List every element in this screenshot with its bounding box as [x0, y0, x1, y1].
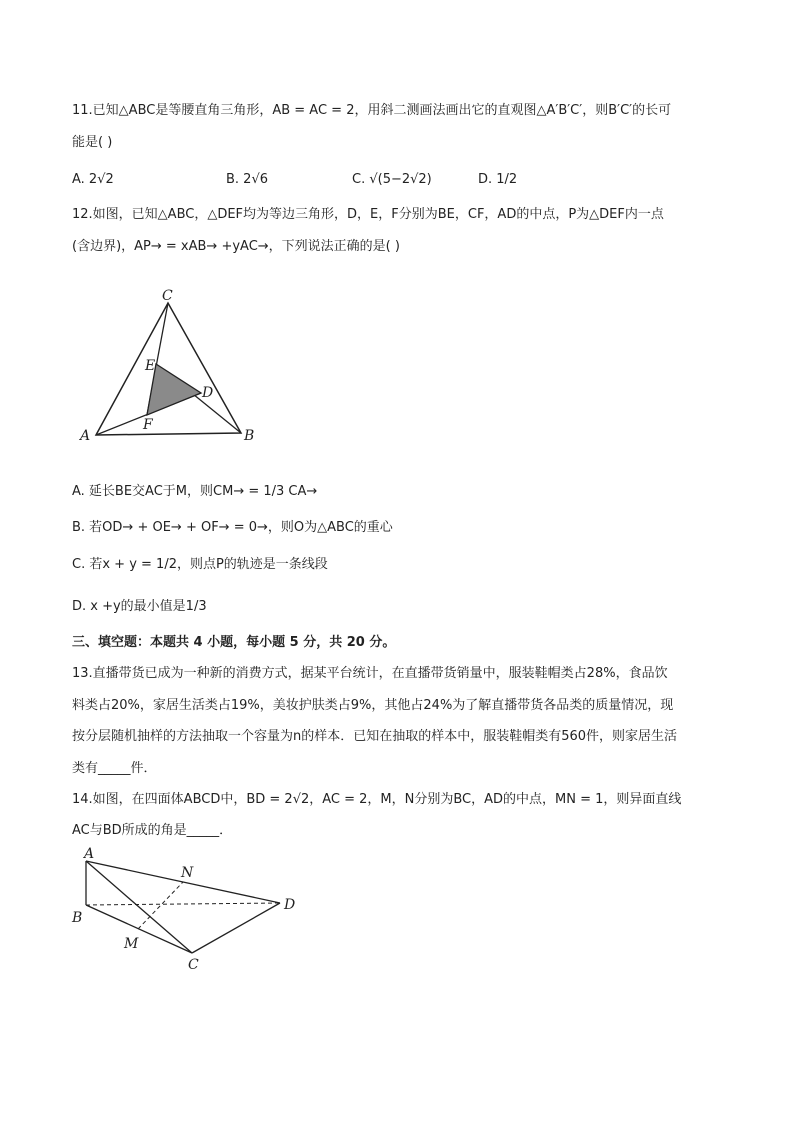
edge-bd-hidden [86, 903, 280, 905]
label-e: E [145, 358, 156, 374]
q13-line3: 按分层随机抽样的方法抽取一个容量为n的样本．已知在抽取的样本中，服装鞋帽类有560件，则家居生活 [72, 729, 678, 744]
label-b: B [72, 910, 83, 926]
edge-cd [192, 903, 280, 953]
q12-option-b: B. 若OD→ + OE→ + OF→ = 0→，则O为△ABC的重心 [72, 520, 393, 535]
label-d: D [284, 897, 296, 913]
label-c: C [188, 957, 199, 973]
q12-option-a: A. 延长BE交AC于M，则CM→ = 1/3 CA→ [72, 484, 318, 499]
q14-line2: AC与BD所成的角是_____． [72, 823, 233, 838]
q12-option-d: D. x +y的最小值是1/3 [72, 599, 207, 614]
edge-bc [86, 905, 192, 953]
label-m: M [124, 936, 139, 952]
q14-tetrahedron-figure [68, 845, 308, 975]
label-d: D [202, 385, 214, 401]
segment-mn-hidden [138, 882, 183, 929]
label-a: A [80, 428, 91, 444]
q12-triangle-figure [70, 285, 270, 445]
q11-option-a: A. 2√2 [72, 172, 114, 187]
q14-line1: 14.如图，在四面体ABCD中，BD = 2√2，AC = 2，M，N分别为BC，AD的中点，MN = 1，则异面直线 [72, 792, 682, 807]
section-heading: 三、填空题：本题共 4 小题，每小题 5 分，共 20 分。 [72, 635, 396, 650]
label-n: N [181, 865, 194, 881]
label-c: C [162, 288, 173, 304]
label-a: A [84, 846, 95, 862]
q13-line4: 类有_____件． [72, 761, 157, 776]
q12-option-c: C. 若x + y = 1/2，则点P的轨迹是一条线段 [72, 557, 328, 572]
q12-line2: (含边界)，AP→ = xAB→ +yAC→，下列说法正确的是( ) [72, 239, 400, 254]
q11-line2: 能是( ) [72, 135, 113, 150]
q11-option-b: B. 2√6 [226, 172, 269, 187]
label-f: F [143, 417, 153, 433]
label-b: B [244, 428, 255, 444]
q12-line1: 12.如图，已知△ABC，△DEF均为等边三角形，D，E，F分别为BE，CF，AD的中点，P为△DEF内一点 [72, 207, 664, 222]
q11-option-c: C. √(5−2√2) [352, 172, 432, 187]
q13-line1: 13.直播带货已成为一种新的消费方式，据某平台统计，在直播带货销量中，服装鞋帽类占28%，食品饮 [72, 666, 668, 681]
q11-option-d: D. 1/2 [478, 172, 518, 187]
q13-line2: 料类占20%，家居生活类占19%，美妆护肤类占9%，其他占24%为了解直播带货各品类的质量情况，现 [72, 698, 674, 713]
edge-ac [86, 861, 192, 953]
q11-line1: 11.已知△ABC是等腰直角三角形，AB = AC = 2，用斜二测画法画出它的直观图△A′B′C′，则B′C′的长可 [72, 103, 672, 118]
